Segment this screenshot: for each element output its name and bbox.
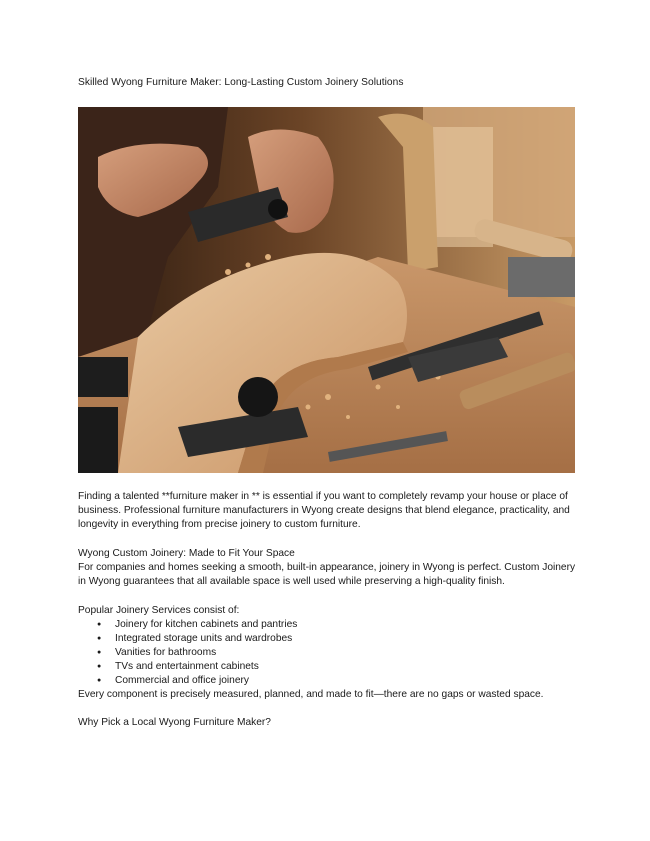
list-item: ● Joinery for kitchen cabinets and pantries	[78, 618, 297, 632]
list-item: ● TVs and entertainment cabinets	[78, 660, 297, 674]
section-heading-custom-joinery: Wyong Custom Joinery: Made to Fit Your Space	[78, 548, 295, 559]
intro-paragraph: Finding a talented **furniture maker in ** is essential if you want to completely revamp your house or place of business. Professional furniture manufacturers in Wyong create designs that blend elegance, practicality, and longevity in everything from precise joinery to custom furniture.	[78, 491, 570, 530]
woodworking-photo	[78, 107, 575, 473]
list-item: ● Integrated storage units and wardrobes	[78, 632, 297, 646]
section-heading-local-maker: Why Pick a Local Wyong Furniture Maker?	[78, 717, 271, 728]
list-item: ● Vanities for bathrooms	[78, 646, 297, 660]
services-heading: Popular Joinery Services consist of:	[78, 605, 240, 616]
document-title: Skilled Wyong Furniture Maker: Long-Lasting Custom Joinery Solutions	[78, 77, 404, 88]
list-item: ● Commercial and office joinery	[78, 674, 297, 688]
custom-joinery-paragraph: For companies and homes seeking a smooth, built-in appearance, joinery in Wyong is perfect. Custom Joinery in Wyong guarantees that all available space is well used while preserving a high-quality finish.	[78, 562, 576, 587]
services-footer-paragraph: Every component is precisely measured, planned, and made to fit—there are no gaps or wasted space.	[78, 689, 544, 700]
services-list	[78, 618, 297, 688]
